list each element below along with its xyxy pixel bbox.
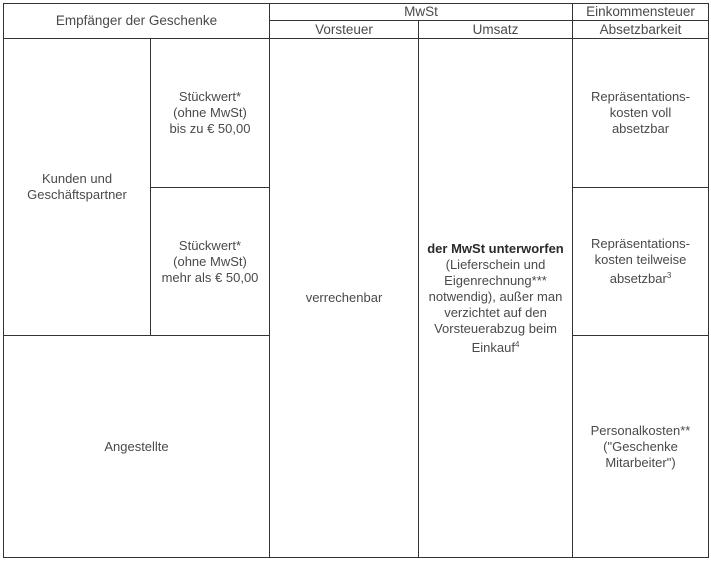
- unit-value-high-line: mehr als € 50,00: [161, 269, 259, 285]
- sales-last-line: [425, 337, 566, 356]
- employees-cell: Angestellte: [4, 336, 270, 558]
- gift-tax-table: [3, 3, 709, 558]
- deduct-partial-cell: [573, 188, 709, 336]
- input-tax-header: Vorsteuer: [270, 21, 419, 39]
- sales-line: verzichtet auf den: [444, 304, 547, 320]
- sales-cell: [419, 39, 573, 558]
- deduct-personnel-line: Personalkosten**: [590, 422, 691, 438]
- sales-line: (Lieferschein und: [445, 256, 546, 272]
- income-tax-header: Einkommensteuer: [573, 4, 709, 21]
- deduct-personnel-line: Mitarbeiter"): [605, 454, 676, 470]
- customers-label-line: Geschäftspartner: [27, 187, 127, 202]
- sales-line: Vorsteuerabzug beim: [434, 320, 557, 336]
- unit-value-low-cell: [151, 39, 270, 188]
- customers-cell: [4, 39, 151, 336]
- deduct-personnel-line: ("Geschenke: [603, 438, 678, 454]
- recipients-header: Empfänger der Geschenke: [4, 4, 270, 39]
- footnote-marker: 3: [666, 271, 672, 280]
- customers-label-line: Kunden und: [41, 171, 113, 186]
- sales-heading: der MwSt unterworfen: [427, 240, 564, 256]
- deduct-partial-last-line: [579, 268, 702, 287]
- unit-value-high-line: Stückwert*: [178, 237, 242, 253]
- deduct-personnel-cell: [573, 336, 709, 558]
- deductibility-header: Absetzbarkeit: [573, 21, 709, 39]
- sales-line: notwendig), außer man: [428, 288, 563, 304]
- unit-value-high-cell: [151, 188, 270, 336]
- deduct-full-cell: [573, 39, 709, 188]
- footnote-marker: 4: [514, 339, 520, 349]
- sales-line: Eigenrechnung***: [444, 272, 547, 288]
- gift-tax-table-container: [3, 3, 709, 558]
- unit-value-high-line: (ohne MwSt): [173, 253, 247, 269]
- vat-header: MwSt: [270, 4, 573, 21]
- sales-header: Umsatz: [419, 21, 573, 39]
- deduct-full-line: absetzbar: [611, 121, 670, 136]
- deduct-partial-line: kosten teilweise: [594, 252, 687, 267]
- unit-value-low-line: Stückwert*: [178, 89, 242, 104]
- sales-last-text: Einkauf: [471, 339, 515, 355]
- deduct-full-line: kosten voll: [609, 105, 672, 120]
- deduct-partial-line: Repräsentations-: [591, 236, 690, 251]
- input-tax-cell: verrechenbar: [270, 39, 419, 558]
- unit-value-low-line: (ohne MwSt): [173, 105, 247, 120]
- deduct-full-line: Repräsentations-: [591, 89, 690, 104]
- deduct-partial-last-text: absetzbar: [609, 271, 667, 286]
- unit-value-low-line: bis zu € 50,00: [169, 121, 251, 136]
